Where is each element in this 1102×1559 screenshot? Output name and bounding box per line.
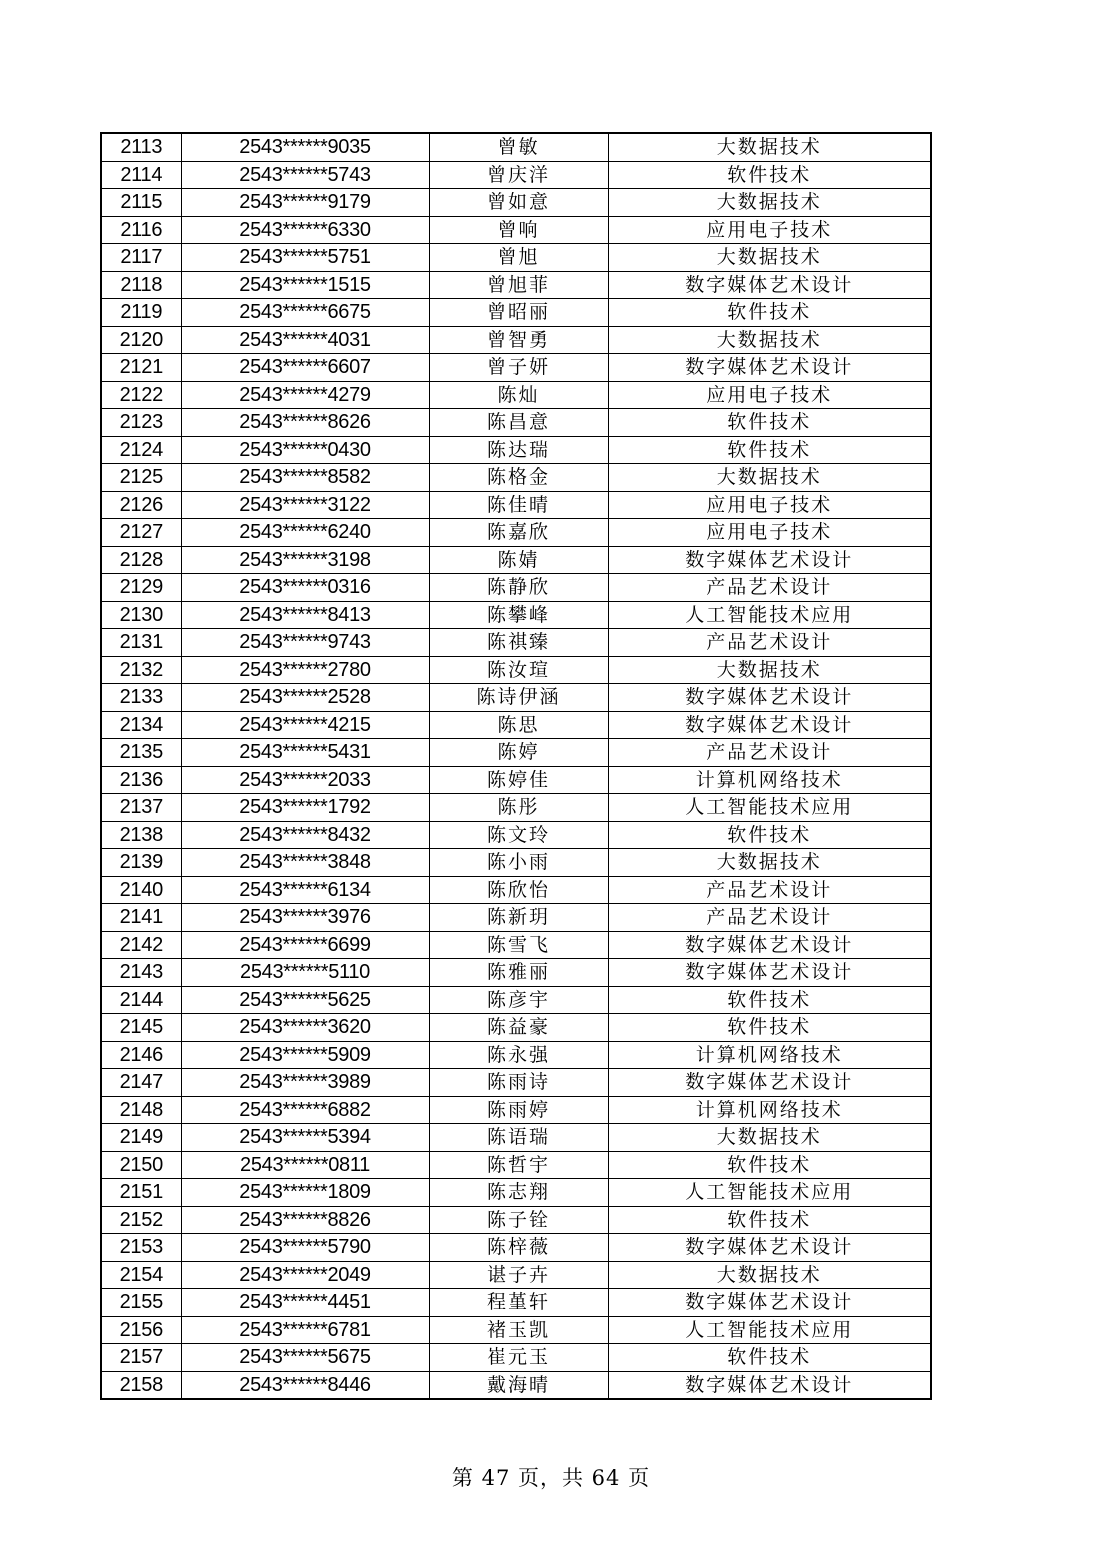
cell-major: 数字媒体艺术设计 [608,684,931,712]
cell-student-name: 曾敏 [429,133,608,161]
cell-masked-id: 2543******4279 [181,381,429,409]
cell-student-name: 陈新玥 [429,904,608,932]
cell-sequence-number: 2148 [101,1096,181,1124]
cell-masked-id: 2543******4451 [181,1289,429,1317]
cell-major: 产品艺术设计 [608,739,931,767]
cell-student-name: 陈祺臻 [429,629,608,657]
cell-student-name: 陈婧 [429,546,608,574]
cell-student-name: 曾庆洋 [429,161,608,189]
table-row [101,1289,931,1317]
cell-sequence-number: 2128 [101,546,181,574]
cell-major: 数字媒体艺术设计 [608,1371,931,1399]
cell-masked-id: 2543******0430 [181,436,429,464]
table-row [101,1151,931,1179]
cell-major: 数字媒体艺术设计 [608,1289,931,1317]
cell-major: 大数据技术 [608,464,931,492]
cell-student-name: 陈嘉欣 [429,519,608,547]
cell-masked-id: 2543******6240 [181,519,429,547]
cell-student-name: 陈思 [429,711,608,739]
table-row [101,354,931,382]
cell-sequence-number: 2157 [101,1344,181,1372]
cell-sequence-number: 2123 [101,409,181,437]
cell-major: 数字媒体艺术设计 [608,271,931,299]
cell-major: 大数据技术 [608,326,931,354]
roster-body [101,133,931,1399]
cell-student-name: 陈婷 [429,739,608,767]
cell-student-name: 曾如意 [429,189,608,217]
cell-major: 计算机网络技术 [608,1096,931,1124]
cell-student-name: 陈汝瑄 [429,656,608,684]
cell-student-name: 戴海晴 [429,1371,608,1399]
cell-sequence-number: 2154 [101,1261,181,1289]
table-row [101,1261,931,1289]
cell-masked-id: 2543******2528 [181,684,429,712]
table-row [101,1096,931,1124]
table-row [101,1069,931,1097]
cell-sequence-number: 2133 [101,684,181,712]
cell-major: 大数据技术 [608,1261,931,1289]
cell-sequence-number: 2149 [101,1124,181,1152]
cell-student-name: 陈格金 [429,464,608,492]
cell-major: 大数据技术 [608,849,931,877]
cell-major: 数字媒体艺术设计 [608,711,931,739]
cell-sequence-number: 2152 [101,1206,181,1234]
cell-masked-id: 2543******8582 [181,464,429,492]
cell-masked-id: 2543******3122 [181,491,429,519]
table-row [101,601,931,629]
cell-student-name: 陈彤 [429,794,608,822]
cell-student-name: 曾旭菲 [429,271,608,299]
cell-sequence-number: 2121 [101,354,181,382]
cell-student-name: 褚玉凯 [429,1316,608,1344]
cell-sequence-number: 2155 [101,1289,181,1317]
cell-student-name: 陈永强 [429,1041,608,1069]
cell-major: 应用电子技术 [608,381,931,409]
table-row [101,931,931,959]
cell-masked-id: 2543******5625 [181,986,429,1014]
cell-student-name: 曾昭丽 [429,299,608,327]
cell-masked-id: 2543******2780 [181,656,429,684]
cell-student-name: 陈佳晴 [429,491,608,519]
cell-masked-id: 2543******4031 [181,326,429,354]
cell-student-name: 陈灿 [429,381,608,409]
cell-masked-id: 2543******3989 [181,1069,429,1097]
table-row [101,1041,931,1069]
cell-major: 计算机网络技术 [608,766,931,794]
cell-student-name: 曾子妍 [429,354,608,382]
cell-student-name: 陈彦宇 [429,986,608,1014]
cell-student-name: 陈攀峰 [429,601,608,629]
table-row [101,161,931,189]
table-row [101,1316,931,1344]
cell-sequence-number: 2156 [101,1316,181,1344]
cell-sequence-number: 2145 [101,1014,181,1042]
cell-student-name: 陈雪飞 [429,931,608,959]
cell-sequence-number: 2126 [101,491,181,519]
cell-sequence-number: 2134 [101,711,181,739]
cell-masked-id: 2543******8446 [181,1371,429,1399]
cell-major: 数字媒体艺术设计 [608,354,931,382]
table-row [101,986,931,1014]
cell-masked-id: 2543******0811 [181,1151,429,1179]
table-row [101,546,931,574]
cell-student-name: 陈达瑞 [429,436,608,464]
cell-masked-id: 2543******1515 [181,271,429,299]
table-row [101,1234,931,1262]
cell-student-name: 陈诗伊涵 [429,684,608,712]
cell-masked-id: 2543******2049 [181,1261,429,1289]
cell-masked-id: 2543******8626 [181,409,429,437]
cell-major: 数字媒体艺术设计 [608,546,931,574]
cell-masked-id: 2543******3620 [181,1014,429,1042]
cell-major: 人工智能技术应用 [608,1179,931,1207]
cell-masked-id: 2543******5110 [181,959,429,987]
cell-sequence-number: 2114 [101,161,181,189]
cell-sequence-number: 2132 [101,656,181,684]
table-row [101,629,931,657]
cell-sequence-number: 2135 [101,739,181,767]
table-row [101,133,931,161]
cell-major: 大数据技术 [608,133,931,161]
cell-student-name: 陈雨诗 [429,1069,608,1097]
table-row [101,381,931,409]
cell-sequence-number: 2139 [101,849,181,877]
cell-sequence-number: 2117 [101,244,181,272]
cell-masked-id: 2543******5743 [181,161,429,189]
table-row [101,959,931,987]
table-row [101,464,931,492]
cell-student-name: 陈志翔 [429,1179,608,1207]
cell-student-name: 陈子铨 [429,1206,608,1234]
cell-sequence-number: 2131 [101,629,181,657]
cell-student-name: 陈文玲 [429,821,608,849]
cell-sequence-number: 2130 [101,601,181,629]
table-row [101,436,931,464]
cell-sequence-number: 2144 [101,986,181,1014]
cell-student-name: 陈昌意 [429,409,608,437]
table-row [101,519,931,547]
cell-masked-id: 2543******8826 [181,1206,429,1234]
cell-major: 软件技术 [608,821,931,849]
cell-major: 软件技术 [608,299,931,327]
cell-student-name: 崔元玉 [429,1344,608,1372]
table-row [101,1344,931,1372]
table-row [101,1179,931,1207]
cell-student-name: 谌子卉 [429,1261,608,1289]
cell-sequence-number: 2116 [101,216,181,244]
cell-major: 数字媒体艺术设计 [608,931,931,959]
cell-sequence-number: 2142 [101,931,181,959]
cell-sequence-number: 2115 [101,189,181,217]
student-roster-table [100,132,932,1400]
cell-masked-id: 2543******6699 [181,931,429,959]
table-row [101,189,931,217]
cell-masked-id: 2543******6330 [181,216,429,244]
cell-major: 数字媒体艺术设计 [608,1069,931,1097]
cell-major: 应用电子技术 [608,491,931,519]
table-row [101,656,931,684]
cell-major: 软件技术 [608,1344,931,1372]
cell-student-name: 陈雅丽 [429,959,608,987]
cell-sequence-number: 2127 [101,519,181,547]
cell-sequence-number: 2118 [101,271,181,299]
cell-major: 软件技术 [608,1151,931,1179]
table-row [101,821,931,849]
cell-sequence-number: 2113 [101,133,181,161]
cell-masked-id: 2543******8413 [181,601,429,629]
cell-student-name: 曾响 [429,216,608,244]
cell-masked-id: 2543******9743 [181,629,429,657]
cell-student-name: 陈雨婷 [429,1096,608,1124]
cell-major: 大数据技术 [608,1124,931,1152]
cell-major: 数字媒体艺术设计 [608,1234,931,1262]
cell-masked-id: 2543******3976 [181,904,429,932]
table-row [101,904,931,932]
table-row [101,1014,931,1042]
table-row [101,1371,931,1399]
table-row [101,739,931,767]
cell-major: 软件技术 [608,409,931,437]
table-row [101,684,931,712]
cell-masked-id: 2543******6882 [181,1096,429,1124]
page-number-footer: 第 47 页，共 64 页 [451,1466,651,1490]
table-row [101,876,931,904]
table-row [101,216,931,244]
cell-masked-id: 2543******3848 [181,849,429,877]
cell-masked-id: 2543******6607 [181,354,429,382]
cell-major: 人工智能技术应用 [608,1316,931,1344]
cell-masked-id: 2543******1809 [181,1179,429,1207]
cell-sequence-number: 2119 [101,299,181,327]
cell-masked-id: 2543******5394 [181,1124,429,1152]
table-row [101,574,931,602]
cell-sequence-number: 2124 [101,436,181,464]
table-row [101,271,931,299]
table-row [101,1124,931,1152]
cell-masked-id: 2543******5751 [181,244,429,272]
cell-student-name: 陈小雨 [429,849,608,877]
table-row [101,491,931,519]
table-row [101,766,931,794]
cell-major: 人工智能技术应用 [608,794,931,822]
cell-sequence-number: 2136 [101,766,181,794]
cell-masked-id: 2543******6781 [181,1316,429,1344]
cell-sequence-number: 2147 [101,1069,181,1097]
cell-masked-id: 2543******9035 [181,133,429,161]
cell-student-name: 陈梓薇 [429,1234,608,1262]
cell-masked-id: 2543******5790 [181,1234,429,1262]
table-row [101,244,931,272]
cell-masked-id: 2543******4215 [181,711,429,739]
cell-masked-id: 2543******5431 [181,739,429,767]
cell-sequence-number: 2120 [101,326,181,354]
cell-major: 软件技术 [608,1206,931,1234]
cell-sequence-number: 2141 [101,904,181,932]
cell-masked-id: 2543******9179 [181,189,429,217]
table-row [101,409,931,437]
cell-student-name: 陈静欣 [429,574,608,602]
cell-major: 大数据技术 [608,189,931,217]
table-row [101,299,931,327]
cell-sequence-number: 2158 [101,1371,181,1399]
cell-major: 计算机网络技术 [608,1041,931,1069]
cell-major: 应用电子技术 [608,519,931,547]
cell-student-name: 陈婷佳 [429,766,608,794]
cell-masked-id: 2543******0316 [181,574,429,602]
cell-sequence-number: 2140 [101,876,181,904]
cell-sequence-number: 2143 [101,959,181,987]
table-row [101,711,931,739]
table-row [101,1206,931,1234]
cell-masked-id: 2543******5909 [181,1041,429,1069]
cell-sequence-number: 2150 [101,1151,181,1179]
cell-sequence-number: 2146 [101,1041,181,1069]
table-row [101,849,931,877]
cell-major: 软件技术 [608,986,931,1014]
cell-major: 软件技术 [608,1014,931,1042]
cell-masked-id: 2543******3198 [181,546,429,574]
cell-student-name: 陈哲宇 [429,1151,608,1179]
cell-student-name: 曾旭 [429,244,608,272]
cell-major: 应用电子技术 [608,216,931,244]
cell-major: 产品艺术设计 [608,876,931,904]
cell-sequence-number: 2138 [101,821,181,849]
cell-major: 人工智能技术应用 [608,601,931,629]
cell-sequence-number: 2122 [101,381,181,409]
cell-sequence-number: 2129 [101,574,181,602]
cell-major: 产品艺术设计 [608,904,931,932]
cell-masked-id: 2543******8432 [181,821,429,849]
table-row [101,326,931,354]
cell-major: 大数据技术 [608,244,931,272]
cell-sequence-number: 2125 [101,464,181,492]
cell-student-name: 曾智勇 [429,326,608,354]
cell-student-name: 陈语瑞 [429,1124,608,1152]
cell-student-name: 陈欣怡 [429,876,608,904]
cell-student-name: 陈益豪 [429,1014,608,1042]
cell-major: 软件技术 [608,436,931,464]
cell-major: 软件技术 [608,161,931,189]
cell-major: 大数据技术 [608,656,931,684]
cell-masked-id: 2543******1792 [181,794,429,822]
table-row [101,794,931,822]
cell-student-name: 程堇轩 [429,1289,608,1317]
cell-major: 数字媒体艺术设计 [608,959,931,987]
cell-major: 产品艺术设计 [608,574,931,602]
cell-masked-id: 2543******2033 [181,766,429,794]
cell-masked-id: 2543******5675 [181,1344,429,1372]
cell-masked-id: 2543******6675 [181,299,429,327]
cell-sequence-number: 2151 [101,1179,181,1207]
cell-major: 产品艺术设计 [608,629,931,657]
cell-sequence-number: 2137 [101,794,181,822]
cell-sequence-number: 2153 [101,1234,181,1262]
cell-masked-id: 2543******6134 [181,876,429,904]
